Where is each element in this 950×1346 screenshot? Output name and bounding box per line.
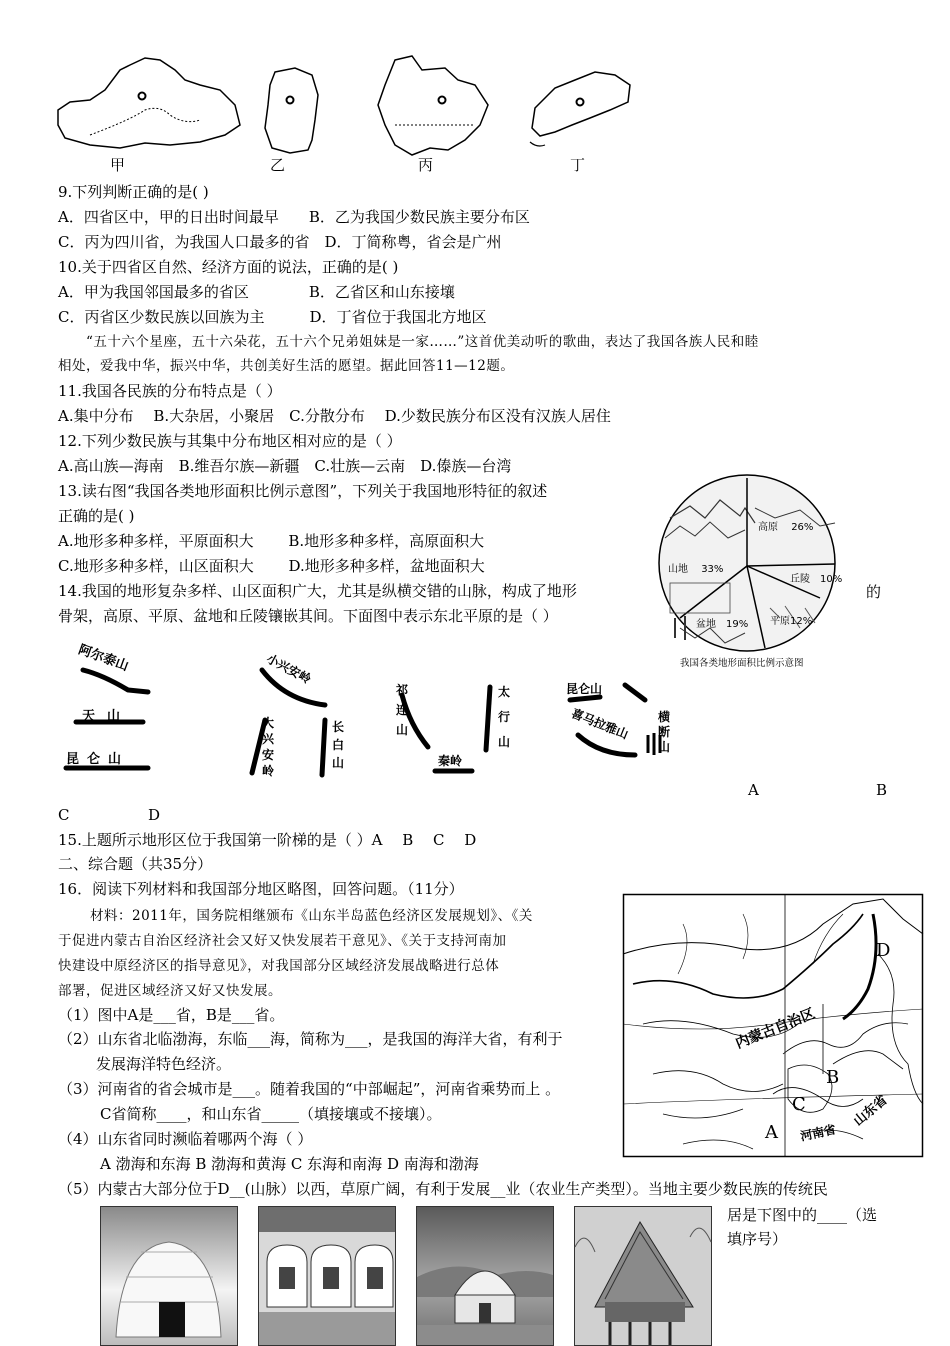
province-yi-outline — [265, 68, 318, 153]
region-label-henan: 河南省 — [799, 1122, 838, 1144]
map-a-kunlun-label: 昆仑山 — [66, 752, 130, 767]
q12-options: A.高山族—海南 B.维吾尔族—新疆 C.壮族—云南 D.傣族—台湾 — [58, 457, 512, 475]
q16-material-2: 于促进内蒙古自治区经济社会又好又快发展若干意见》、《关于支持河南加 — [58, 933, 507, 949]
q13-stem-1: 13.读右图“我国各类地形面积比例示意图”，下列关于我国地形特征的叙述 — [58, 482, 548, 500]
q16-part-2-line-2: 发展海洋特色经济。 — [96, 1055, 232, 1073]
terrain-mountain-label: 山地 33% — [668, 564, 724, 575]
q12-stem: 12.下列少数民族与其集中分布地区相对应的是（ ） — [58, 432, 402, 450]
q16-material-3: 快建设中原经济区的指导意见》，对我国部分区域经济发展战略进行总体 — [58, 958, 500, 974]
q11-options: A.集中分布 B.大杂居，小聚居 C.分散分布 D.少数民族分布区没有汉族人居住 — [58, 407, 611, 425]
q16-part-1: （1）图中A是___省，B是___省。 — [58, 1006, 285, 1024]
province-jia-outline — [58, 58, 240, 148]
map-b-changbaishan-label: 长白山 — [332, 720, 345, 770]
q14-stem-2: 骨架，高原、平原、盆地和丘陵镶嵌其间。下面图中表示东北平原的是（ ） — [58, 607, 558, 625]
q14-choice-a: A — [748, 781, 759, 799]
q16-part-5: （5）内蒙古大部分位于D__(山脉）以西，草原广阔，有利于发展__业（农业生产类型）。当地主要少数民族的传统民 — [58, 1180, 828, 1198]
q16-material-1: 材料：2011年，国务院相继颁布《山东半岛蓝色经济区发展规划》、《关 — [90, 908, 533, 924]
section-2-heading: 二、综合题（共35分） — [58, 855, 213, 873]
q13-stem-2: 正确的是( ) — [58, 507, 135, 525]
map-d-himalaya-label: 喜马拉雅山 — [569, 706, 631, 742]
map-c-qinling-label: 秦岭 — [438, 754, 463, 768]
map-a-altai-label: 阿尔泰山 — [76, 642, 131, 675]
province-label-jia: 甲 — [110, 156, 126, 174]
map-a-tianshan-label: 天山 — [82, 709, 133, 724]
q15-line: 15.上题所示地形区位于我国第一阶梯的是（ ）A B C D — [58, 831, 477, 849]
q16-part-3-line-1: （3）河南省的省会城市是___。随着我国的“中部崛起”，河南省乘势而上 。 — [58, 1080, 561, 1098]
q10-options-cd: C．丙省区少数民族以回族为主 D．丁省位于我国北方地区 — [58, 308, 487, 326]
q14-stem-1-end: 的 — [866, 583, 882, 601]
region-label-d: D — [876, 940, 891, 961]
province-ding-outline — [532, 72, 630, 136]
q16-part-5-right-2: 填序号） — [727, 1230, 788, 1248]
map-d-kunlun-label: 昆仑山 — [566, 682, 603, 696]
q14-stem-1: 14.我国的地形复杂多样、山区面积广大，尤其是纵横交错的山脉，构成了地形 — [58, 582, 577, 600]
q9-options-ab: A．四省区中，甲的日出时间最早 B．乙为我国少数民族主要分布区 — [58, 208, 530, 226]
q11-stem: 11.我国各民族的分布特点是（ ） — [58, 382, 282, 400]
q13-options-cd: C.地形多种多样，山区面积大 D.地形多种多样，盆地面积大 — [58, 557, 485, 575]
region-label-shandong: 山东省 — [851, 1092, 891, 1130]
q13-options-ab: A.地形多种多样，平原面积大 B.地形多种多样，高原面积大 — [58, 532, 485, 550]
q14-choice-b: B — [876, 781, 888, 799]
q16-part-4: （4）山东省同时濒临着哪两个海（ ） — [58, 1130, 313, 1148]
q16-part-2-line-1: （2）山东省北临渤海，东临___海，简称为___，是我国的海洋大省，有利于 — [58, 1030, 563, 1048]
province-maps — [50, 50, 650, 175]
map-b-daxinganling-label: 大兴安岭 — [262, 716, 275, 778]
province-label-bing: 丙 — [418, 156, 434, 174]
province-label-ding: 丁 — [570, 156, 586, 174]
q14-choice-c: C — [58, 806, 70, 824]
terrain-hill-label: 丘陵 10% — [790, 574, 843, 585]
q16-material-4: 部署，促进区域经济又好又快发展。 — [58, 983, 282, 999]
province-bing-outline — [378, 56, 488, 155]
region-label-c: C — [792, 1094, 806, 1115]
dwelling-photo-3-yurt — [416, 1206, 554, 1346]
song-intro-line-1: “五十六个星座，五十六朵花，五十六个兄弟姐妹是一家……”这首优美动听的歌曲，表达了我国各族人民和睦 — [86, 334, 759, 350]
q10-options-ab: A．甲为我国邻国最多的省区 B．乙省区和山东接壤 — [58, 283, 455, 301]
q10-stem: 10.关于四省区自然、经济方面的说法，正确的是( ) — [58, 258, 399, 276]
dwelling-photo-4-stilt-house — [574, 1206, 712, 1346]
q14-choice-d: D — [148, 806, 161, 824]
terrain-chart-caption: 我国各类地形面积比例示意图 — [680, 658, 804, 669]
q16-part-4-options: A 渤海和东海 B 渤海和黄海 C 东海和南海 D 南海和渤海 — [100, 1155, 479, 1173]
song-intro-line-2: 相处，爱我中华，振兴中华，共创美好生活的愿望。据此回答11—12题。 — [58, 358, 515, 374]
q16-part-3-line-2: C省简称____，和山东省_____（填接壤或不接壤）。 — [100, 1105, 442, 1123]
province-label-yi: 乙 — [270, 156, 286, 174]
map-c-taihangshan-label: 太行山 — [498, 685, 511, 749]
region-label-b: B — [826, 1067, 840, 1088]
terrain-plain-label: 平原12% — [770, 616, 813, 627]
q9-options-cd: C．丙为四川省，为我国人口最多的省 D．丁简称粤，省会是广州 — [58, 233, 502, 251]
region-label-a: A — [765, 1122, 778, 1143]
map-b-xiaoxinganling-label: 小兴安岭 — [264, 651, 314, 687]
q16-part-5-right-1: 居是下图中的____（选 — [727, 1206, 878, 1224]
map-c-qilianshan-label: 祁连山 — [396, 683, 409, 737]
region-label-inner-mongolia: 内蒙古自治区 — [733, 1005, 818, 1053]
terrain-basin-label: 盆地 19% — [696, 619, 749, 630]
terrain-plateau-label: 高原 26% — [758, 522, 814, 533]
dwelling-photo-1-igloo — [100, 1206, 238, 1346]
dwelling-photo-2-cave-house — [258, 1206, 396, 1346]
q16-stem: 16．阅读下列材料和我国部分地区略图，回答问题。（11分） — [58, 880, 464, 898]
q9-stem: 9.下列判断正确的是( ) — [58, 183, 209, 201]
map-d-hengduan-label: 横断山 — [658, 710, 671, 754]
